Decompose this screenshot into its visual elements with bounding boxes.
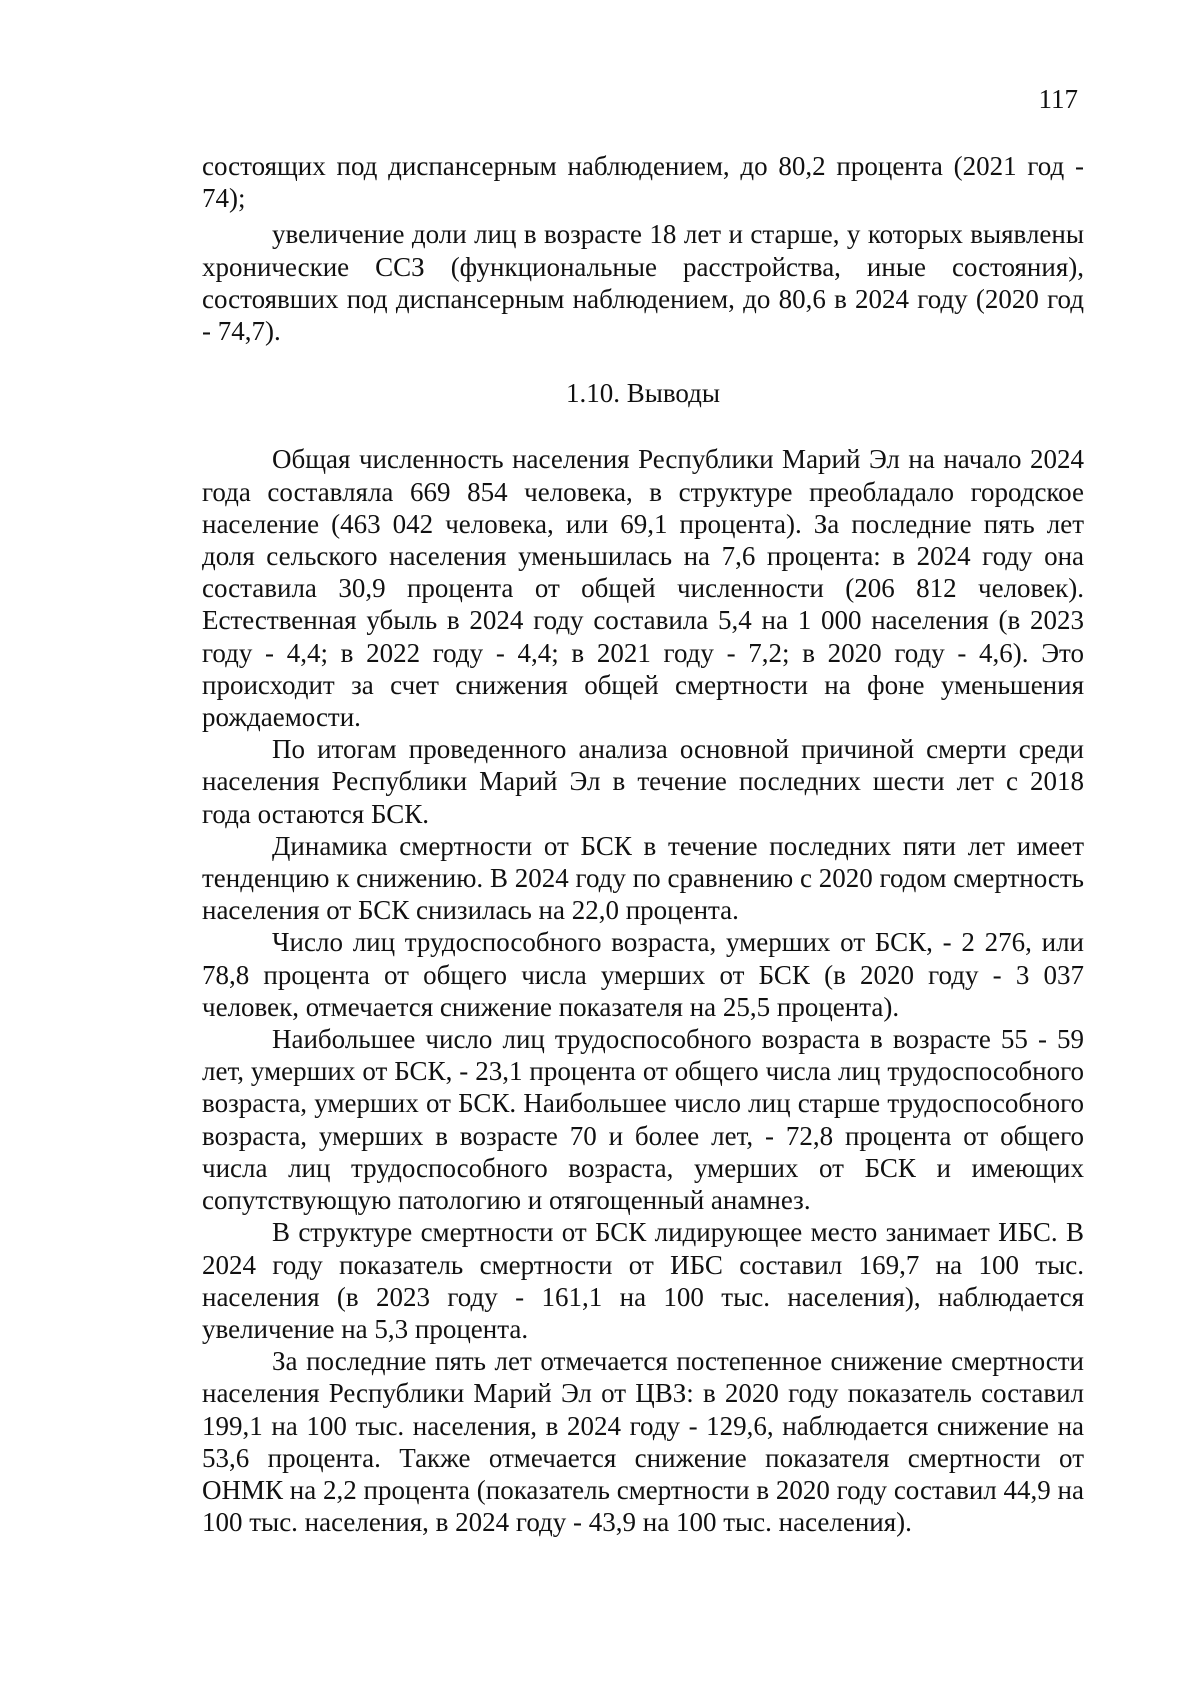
paragraph-ssz-observation: увеличение доли лиц в возрасте 18 лет и старше, у которых выявлены хронические ССЗ (функциональные расстройства, иные состояния), состоявших под диспансерным наблюдением, до 80,6 в 2024 году (2020 год - 74,7). xyxy=(202,219,1084,347)
page-body xyxy=(202,150,1084,1538)
paragraph-ibs: В структуре смертности от БСК лидирующее место занимает ИБС. В 2024 году показатель смертности от ИБС составил 169,7 на 100 тыс. населения (в 2023 году - 161,1 на 100 тыс. населения), наблюдается увеличение на 5,3 процента. xyxy=(202,1217,1084,1344)
page-number: 117 xyxy=(1038,84,1078,114)
paragraph-bsk-dynamics: Динамика смертности от БСК в течение последних пяти лет имеет тенденцию к снижению. В 2024 году по сравнению с 2020 годом смертность населения от БСК снизилась на 22,0 процента. xyxy=(202,830,1084,926)
section-heading: 1.10. Выводы xyxy=(565,378,721,409)
paragraph-population: Общая численность населения Республики Марий Эл на начало 2024 года составляла 669 854 человека, в структуре преобладало городское население (463 042 человека, или 69,1 процента). За последние пять лет доля сельского населения уменьшилась на 7,6 процента: в 2024 году она составила 30,9 процента от общей численности (206 812 человек). Естественная убыль в 2024 году составила 5,4 на 1 000 населения (в 2023 году - 4,4; в 2022 году - 4,4; в 2021 году - 7,2; в 2020 году - 4,6). Это происходит за счет снижения общей смертности на фоне уменьшения рождаемости. xyxy=(202,444,1084,733)
paragraph-main-cause: По итогам проведенного анализа основной причиной смерти среди населения Республики Марий Эл в течение последних шести лет с 2018 года остаются БСК. xyxy=(202,734,1084,829)
paragraph-continuation: состоящих под диспансерным наблюдением, до 80,2 процента (2021 год - 74); xyxy=(202,151,1084,214)
paragraph-cvz: За последние пять лет отмечается постепенное снижение смертности населения Республики Марий Эл от ЦВЗ: в 2020 году показатель составил 199,1 на 100 тыс. населения, в 2024 году - 129,6, наблюдается снижение на 53,6 процента. Также отмечается снижение показателя смертности от ОНМК на 2,2 процента (показатель смертности в 2020 году составил 44,9 на 100 тыс. населения, в 2024 году - 43,9 на 100 тыс. населения). xyxy=(202,1346,1084,1538)
paragraph-age-groups: Наибольшее число лиц трудоспособного возраста в возрасте 55 - 59 лет, умерших от БСК, - 23,1 процента от общего числа лиц трудоспособного возраста, умерших от БСК. Наибольшее число лиц старше трудоспособного возраста, умерших в возрасте 70 и более лет, - 72,8 процента от общего числа лиц трудоспособного возраста, умерших от БСК и имеющих сопутствующую патологию и отягощенный анамнез. xyxy=(202,1024,1084,1216)
paragraph-working-age: Число лиц трудоспособного возраста, умерших от БСК, - 2 276, или 78,8 процента от общего числа умерших от БСК (в 2020 году - 3 037 человек, отмечается снижение показателя на 25,5 процента). xyxy=(202,927,1084,1022)
